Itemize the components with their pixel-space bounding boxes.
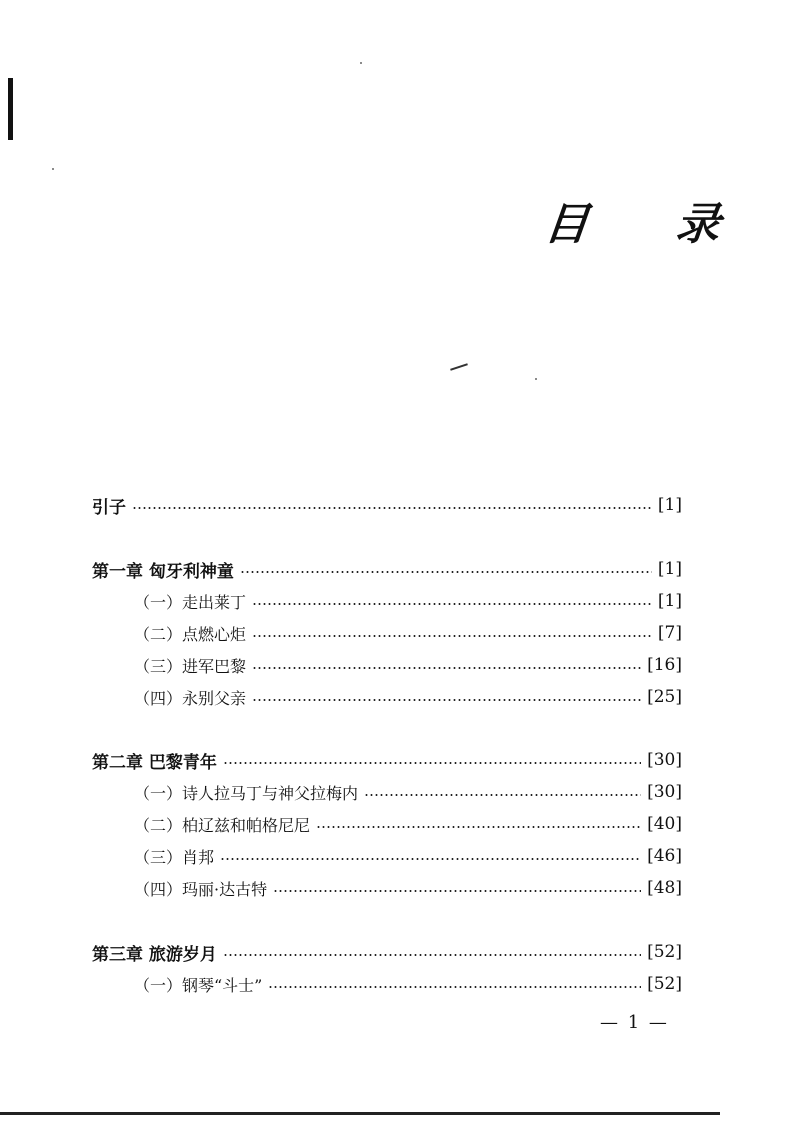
toc-entry bbox=[134, 586, 682, 616]
toc-entry bbox=[134, 650, 682, 680]
toc-entry-label: （三）进军巴黎 bbox=[134, 656, 247, 676]
toc-entry bbox=[134, 618, 682, 648]
toc-entry-page: [30] bbox=[647, 750, 682, 770]
toc-entry bbox=[134, 682, 682, 712]
toc-entry-page: [52] bbox=[647, 974, 682, 994]
dot-leader bbox=[240, 571, 652, 573]
toc-entry-label: 引子 bbox=[92, 497, 126, 518]
toc-entry-label: 第三章 旅游岁月 bbox=[92, 944, 217, 965]
dot-leader bbox=[252, 667, 641, 669]
toc-entry-label: 第二章 巴黎青年 bbox=[92, 752, 217, 773]
toc-entry-page: [1] bbox=[657, 591, 682, 611]
dot-leader bbox=[220, 858, 641, 860]
toc-entry-label: （一）走出莱丁 bbox=[134, 592, 247, 612]
toc-entry bbox=[134, 809, 682, 839]
toc-entry bbox=[134, 777, 682, 807]
dot-leader bbox=[132, 507, 652, 509]
toc-entry-page: [48] bbox=[647, 878, 682, 898]
scan-speck bbox=[52, 168, 54, 170]
toc-entry bbox=[92, 554, 682, 584]
dot-leader bbox=[223, 954, 641, 956]
toc-entry-page: [16] bbox=[647, 655, 682, 675]
toc-entry bbox=[92, 937, 682, 967]
toc-entry bbox=[92, 490, 682, 520]
toc-entry-label: （三）肖邦 bbox=[134, 847, 215, 867]
toc-entry-label: 第一章 匈牙利神童 bbox=[92, 561, 234, 582]
page-number: — 1 — bbox=[600, 1012, 669, 1033]
page-title: 目 录 bbox=[541, 199, 759, 250]
toc-entry-page: [46] bbox=[647, 846, 682, 866]
dot-leader bbox=[273, 890, 641, 892]
scan-margin-mark bbox=[8, 78, 13, 140]
toc-entry-label: （一）诗人拉马丁与神父拉梅内 bbox=[134, 783, 359, 803]
dot-leader bbox=[252, 603, 652, 605]
toc-entry bbox=[134, 969, 682, 999]
dot-leader bbox=[252, 699, 641, 701]
toc-entry-label: （四）玛丽·达古特 bbox=[134, 879, 268, 899]
toc-entry-page: [40] bbox=[647, 814, 682, 834]
toc-entry-label: （二）柏辽兹和帕格尼尼 bbox=[134, 815, 311, 835]
dot-leader bbox=[223, 762, 641, 764]
toc-entry-page: [30] bbox=[647, 782, 682, 802]
toc-entry-page: [25] bbox=[647, 687, 682, 707]
dot-leader bbox=[364, 794, 641, 796]
bottom-rule bbox=[0, 1112, 720, 1115]
dot-leader bbox=[252, 635, 652, 637]
toc-entry bbox=[134, 841, 682, 871]
toc-entry-page: [1] bbox=[657, 559, 682, 579]
toc-entry-label: （四）永别父亲 bbox=[134, 688, 247, 708]
scan-stroke bbox=[450, 363, 468, 370]
toc-entry-page: [1] bbox=[657, 495, 682, 515]
toc-entry bbox=[134, 873, 682, 903]
dot-leader bbox=[268, 986, 641, 988]
toc-entry bbox=[92, 745, 682, 775]
dot-leader bbox=[316, 826, 641, 828]
toc-entry-page: [7] bbox=[657, 623, 682, 643]
toc-entry-label: （一）钢琴“斗士” bbox=[134, 975, 263, 995]
toc-entry-page: [52] bbox=[647, 942, 682, 962]
scan-speck bbox=[535, 378, 537, 380]
toc-entry-label: （二）点燃心炬 bbox=[134, 624, 247, 644]
scan-speck bbox=[360, 62, 362, 64]
